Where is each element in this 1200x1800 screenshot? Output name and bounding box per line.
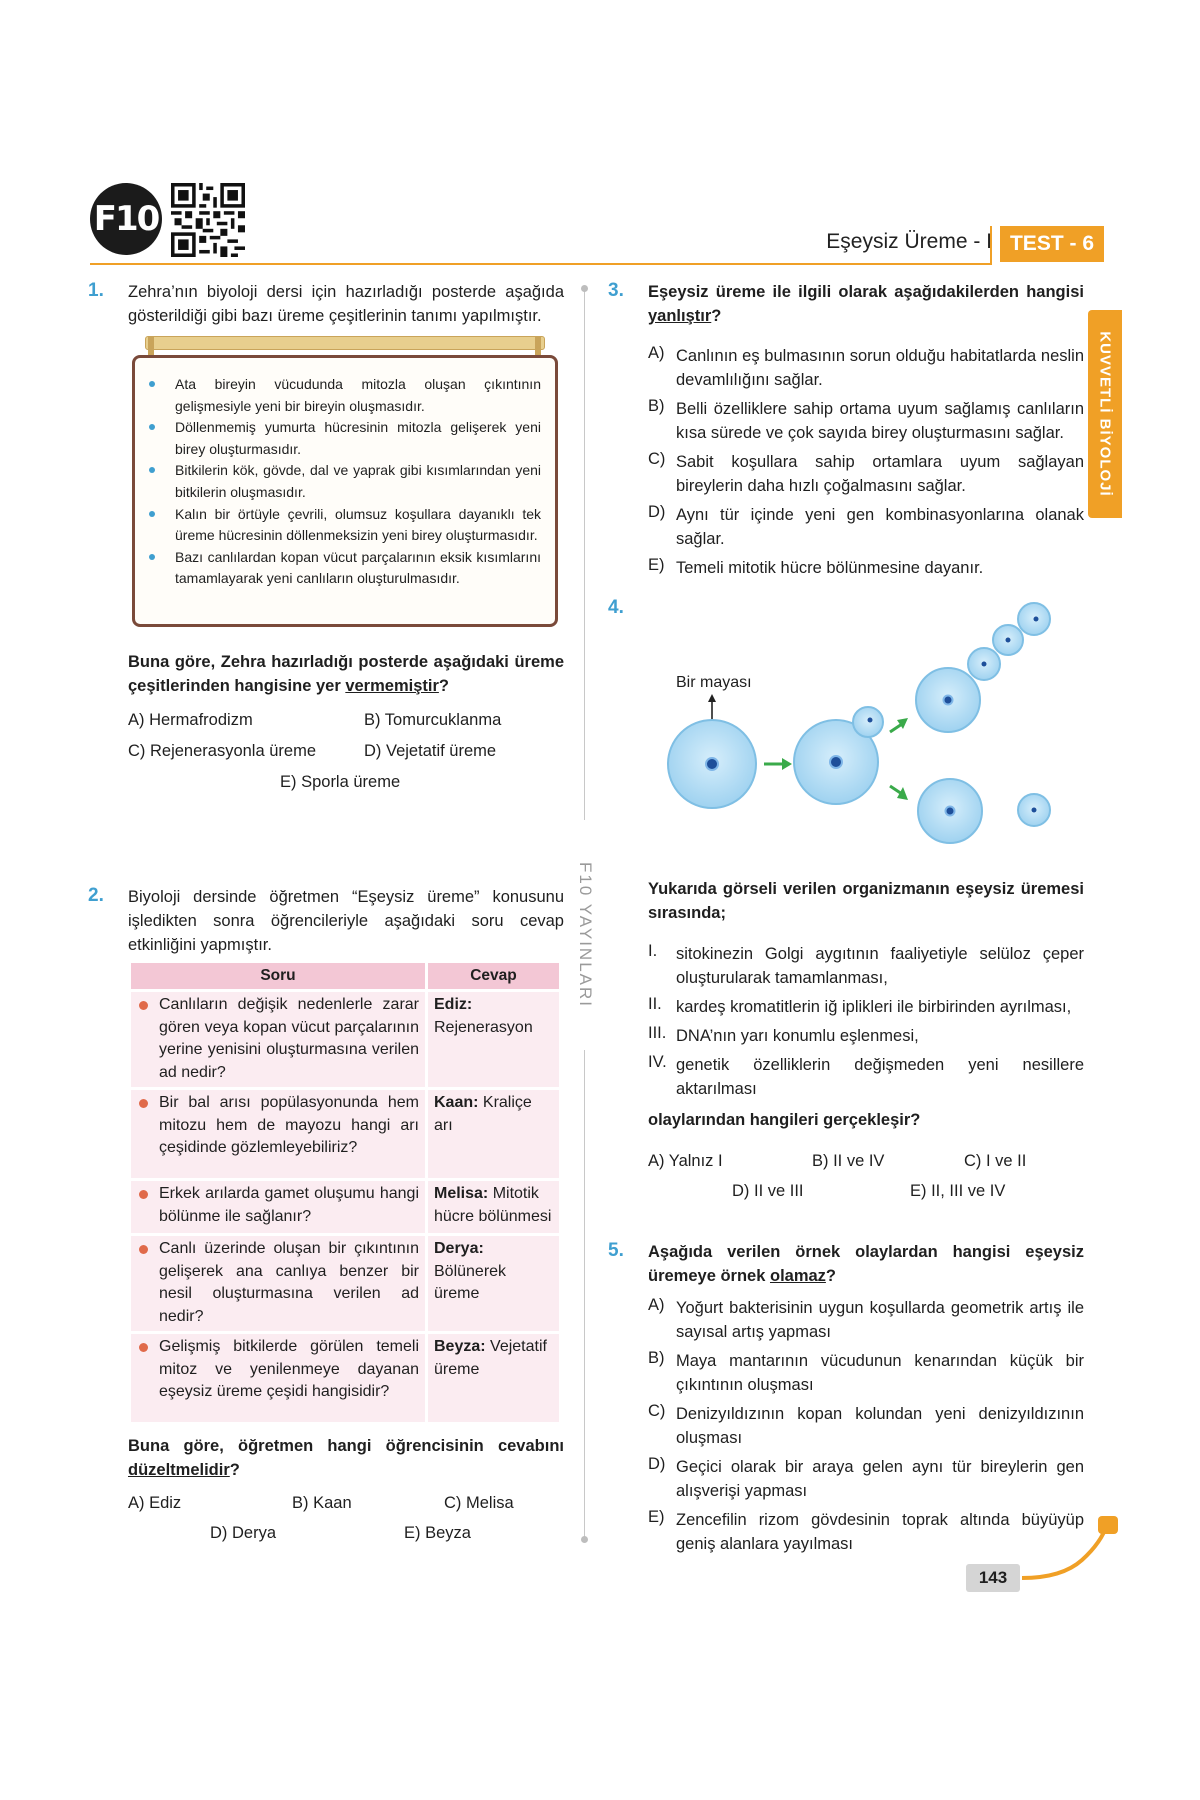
q4-option-e[interactable]: E) II, III ve IV	[910, 1182, 1006, 1200]
poster-item: Ata bireyin vücudunda mitozla oluşan çıkıntının gelişmesiyle yeni bir bireyin oluşmasıdır.	[175, 374, 541, 417]
q1-stem: Zehra’nın biyoloji dersi için hazırladığı posterde aşağıda gösterildiği gibi bazı üreme çeşitlerinin tanımı yapılmıştır.	[128, 283, 564, 325]
q3-option-c[interactable]: C) Sabit koşullara sahip ortamlara uyum sağlayan bireylerin daha hızlı çoğalmasını sağlar.	[648, 450, 1084, 495]
q4-option-b[interactable]: B) II ve IV	[812, 1152, 885, 1170]
q5-option-e[interactable]: E) Zencefilin rizom gövdesinin toprak altında büyüyüp geniş alanlara yayılması	[648, 1508, 1084, 1553]
q2-option-e[interactable]: E) Beyza	[404, 1524, 471, 1542]
yeast-budding-figure	[650, 596, 1090, 856]
poster-rod	[145, 336, 545, 350]
q1-number: 1.	[88, 280, 104, 301]
q5-option-a[interactable]: A) Yoğurt bakterisinin uygun koşullarda geometrik artış ile sayısal artış yapması	[648, 1296, 1084, 1341]
q5-option-d[interactable]: D) Geçici olarak bir araya gelen aynı tür bireylerin gen alışverişi yapması	[648, 1455, 1084, 1500]
row-question: Canlı üzerinde oluşan bir çıkıntının gelişerek ana canlıya benzer bir nesil oluşturmasına verilen ad nedir?	[131, 1236, 425, 1331]
column-header-answer: Cevap	[428, 963, 559, 989]
q2-option-b[interactable]: B) Kaan	[292, 1494, 352, 1512]
row-answer: Beyza: Vejetatif üreme	[428, 1334, 559, 1422]
q1-option-b[interactable]: B) Tomurcuklanma	[364, 711, 502, 729]
q2-stem: Biyoloji dersinde öğretmen “Eşeysiz üreme” konusunu işledikten sonra öğrencileriyle aşağıdaki soru cevap etkinliğini yapmıştır.	[128, 888, 564, 954]
q4-item: IV. genetik özelliklerin değişmeden yeni nesillere aktarılması	[648, 1053, 1084, 1098]
row-question: Bir bal arısı popülasyonunda hem mitozu hem de mayozu hangi arı çeşidinde gözlemleyebiliriz?	[131, 1090, 425, 1178]
row-answer: Melisa: Mitotik hücre bölünmesi	[428, 1181, 559, 1233]
q4-number: 4.	[608, 597, 624, 618]
row-answer: Derya: Bölünerek üreme	[428, 1236, 559, 1331]
column-header-question: Soru	[131, 963, 425, 989]
q2-question: Buna göre, öğretmen hangi öğrencisinin cevabını düzeltmelidir?	[128, 1437, 564, 1479]
row-answer: Kaan: Kraliçe arı	[428, 1090, 559, 1178]
q3-option-a[interactable]: A) Canlının eş bulmasının sorun olduğu habitatlarda neslin devamlılığını sağlar.	[648, 344, 1084, 389]
q5-option-b[interactable]: B) Maya mantarının vücudunun kenarından küçük bir çıkıntının oluşması	[648, 1349, 1084, 1394]
yeast-chain	[916, 603, 1050, 732]
table-row	[131, 992, 559, 1087]
q1-question: Buna göre, Zehra hazırladığı posterde aşağıdaki üreme çeşitlerinden hangisine yer vermemiştir?	[128, 653, 564, 695]
publisher-vertical	[563, 845, 607, 1025]
qr-code	[171, 183, 245, 257]
q4-question: olaylarından hangileri gerçekleşir?	[648, 1111, 921, 1129]
table-row	[131, 1334, 559, 1422]
q4-item: II. kardeş kromatitlerin iğ iplikleri ile birbirinden ayrılması,	[648, 995, 1072, 1016]
q4-stem: Yukarıda görseli verilen organizmanın eşeysiz üremesi sırasında;	[648, 880, 1084, 922]
q1-option-e[interactable]: E) Sporla üreme	[280, 773, 401, 791]
q3-option-d[interactable]: D) Aynı tür içinde yeni gen kombinasyonlarına olanak sağlar.	[648, 503, 1084, 548]
table-row	[131, 1236, 559, 1331]
poster-item: Bazı canlılardan kopan vücut parçalarının eksik kısımlarını tamamlayarak yeni canlıların oluşturulmasıdır.	[175, 547, 541, 590]
q5-number: 5.	[608, 1240, 624, 1261]
poster-board	[132, 355, 558, 627]
q5-option-c[interactable]: C) Denizyıldızının kopan kolundan yeni denizyıldızının oluşması	[648, 1402, 1084, 1447]
q1-option-c[interactable]: C) Rejenerasyonla üreme	[128, 742, 317, 760]
poster-item: Bitkilerin kök, gövde, dal ve yaprak gibi kısımlarından yeni bitkilerin oluşmasıdır.	[175, 460, 541, 503]
page-corner-ornament	[1022, 1516, 1118, 1596]
header-rule	[90, 263, 990, 265]
side-tab	[1088, 310, 1122, 518]
label-arrow-up	[708, 694, 716, 720]
q5-options	[648, 1296, 1084, 1556]
q4-option-c[interactable]: C) I ve II	[964, 1152, 1027, 1170]
q2-number: 2.	[88, 885, 104, 906]
divider-dot-top	[581, 285, 588, 292]
poster-item: Döllenmemiş yumurta hücresinin mitozla gelişerek yeni birey oluşturmasıdır.	[175, 417, 541, 460]
q2-option-a[interactable]: A) Ediz	[128, 1494, 182, 1512]
yeast-cell-budding	[794, 707, 883, 804]
test-badge: TEST - 6	[1000, 226, 1104, 262]
q4-items	[648, 942, 1084, 1101]
q3-option-e[interactable]: E) Temeli mitotik hücre bölünmesine dayanır.	[648, 556, 984, 577]
row-question: Erkek arılarda gamet oluşumu hangi bölünme ile sağlanır?	[131, 1181, 425, 1233]
q3-options	[648, 344, 1084, 580]
q3-question: Eşeysiz üreme ile ilgili olarak aşağıdakilerden hangisi yanlıştır?	[648, 283, 1084, 325]
publisher-label: F10 YAYINLARI	[576, 862, 595, 1008]
poster-item: Kalın bir örtüyle çevrili, olumsuz koşullara dayanıklı tek üreme hücresinin döllenmeksizin yeni birey oluşturmasıdır.	[175, 504, 541, 547]
yeast-cell-mother	[668, 720, 756, 808]
divider-dot-bottom	[581, 1536, 588, 1543]
q4-item: III. DNA’nın yarı konumlu eşlenmesi,	[648, 1024, 919, 1045]
q4-item: I. sitokinezin Golgi aygıtının faaliyetiyle selüloz çeper oluşturularak tamamlanması,	[648, 942, 1084, 987]
q1-option-a[interactable]: A) Hermafrodizm	[128, 711, 253, 729]
qa-table	[128, 960, 562, 1425]
q3-option-b[interactable]: B) Belli özelliklere sahip ortama uyum sağlamış canlıların kısa sürede ve çok sayıda birey oluşturmasını sağlar.	[648, 397, 1084, 442]
q5-question: Aşağıda verilen örnek olaylardan hangisi eşeysiz üremeye örnek olamaz?	[648, 1243, 1084, 1285]
q2-option-d[interactable]: D) Derya	[210, 1524, 277, 1542]
q4-option-d[interactable]: D) II ve III	[732, 1182, 804, 1200]
q1-option-d[interactable]: D) Vejetatif üreme	[364, 742, 497, 760]
q2-option-c[interactable]: C) Melisa	[444, 1494, 514, 1512]
green-arrow-icon	[764, 758, 792, 770]
row-answer: Ediz: Rejenerasyon	[428, 992, 559, 1087]
figure-label: Bir mayası	[676, 674, 752, 691]
q4-option-a[interactable]: A) Yalnız I	[648, 1152, 723, 1170]
side-tab-label: KUVVETLİ BİYOLOJİ	[1096, 331, 1114, 497]
green-arrow-icon	[890, 718, 908, 732]
unit-title: Eşeysiz Üreme - I	[826, 230, 992, 253]
yeast-separated	[918, 779, 1050, 843]
q3-number: 3.	[608, 280, 624, 301]
row-question: Canlıların değişik nedenlerle zarar gören veya kopan vücut parçalarının yerine yenisini oluşturmasına verilen ad nedir?	[131, 992, 425, 1087]
publisher-logo: F10	[90, 183, 162, 255]
green-arrow-icon	[890, 786, 908, 800]
row-question: Gelişmiş bitkilerde görülen temeli mitoz ve yenilenmeye dayanan eşeysiz üreme çeşidi hangisidir?	[131, 1334, 425, 1422]
table-row	[131, 1181, 559, 1233]
page-number: 143	[966, 1564, 1020, 1592]
table-row	[131, 1090, 559, 1178]
